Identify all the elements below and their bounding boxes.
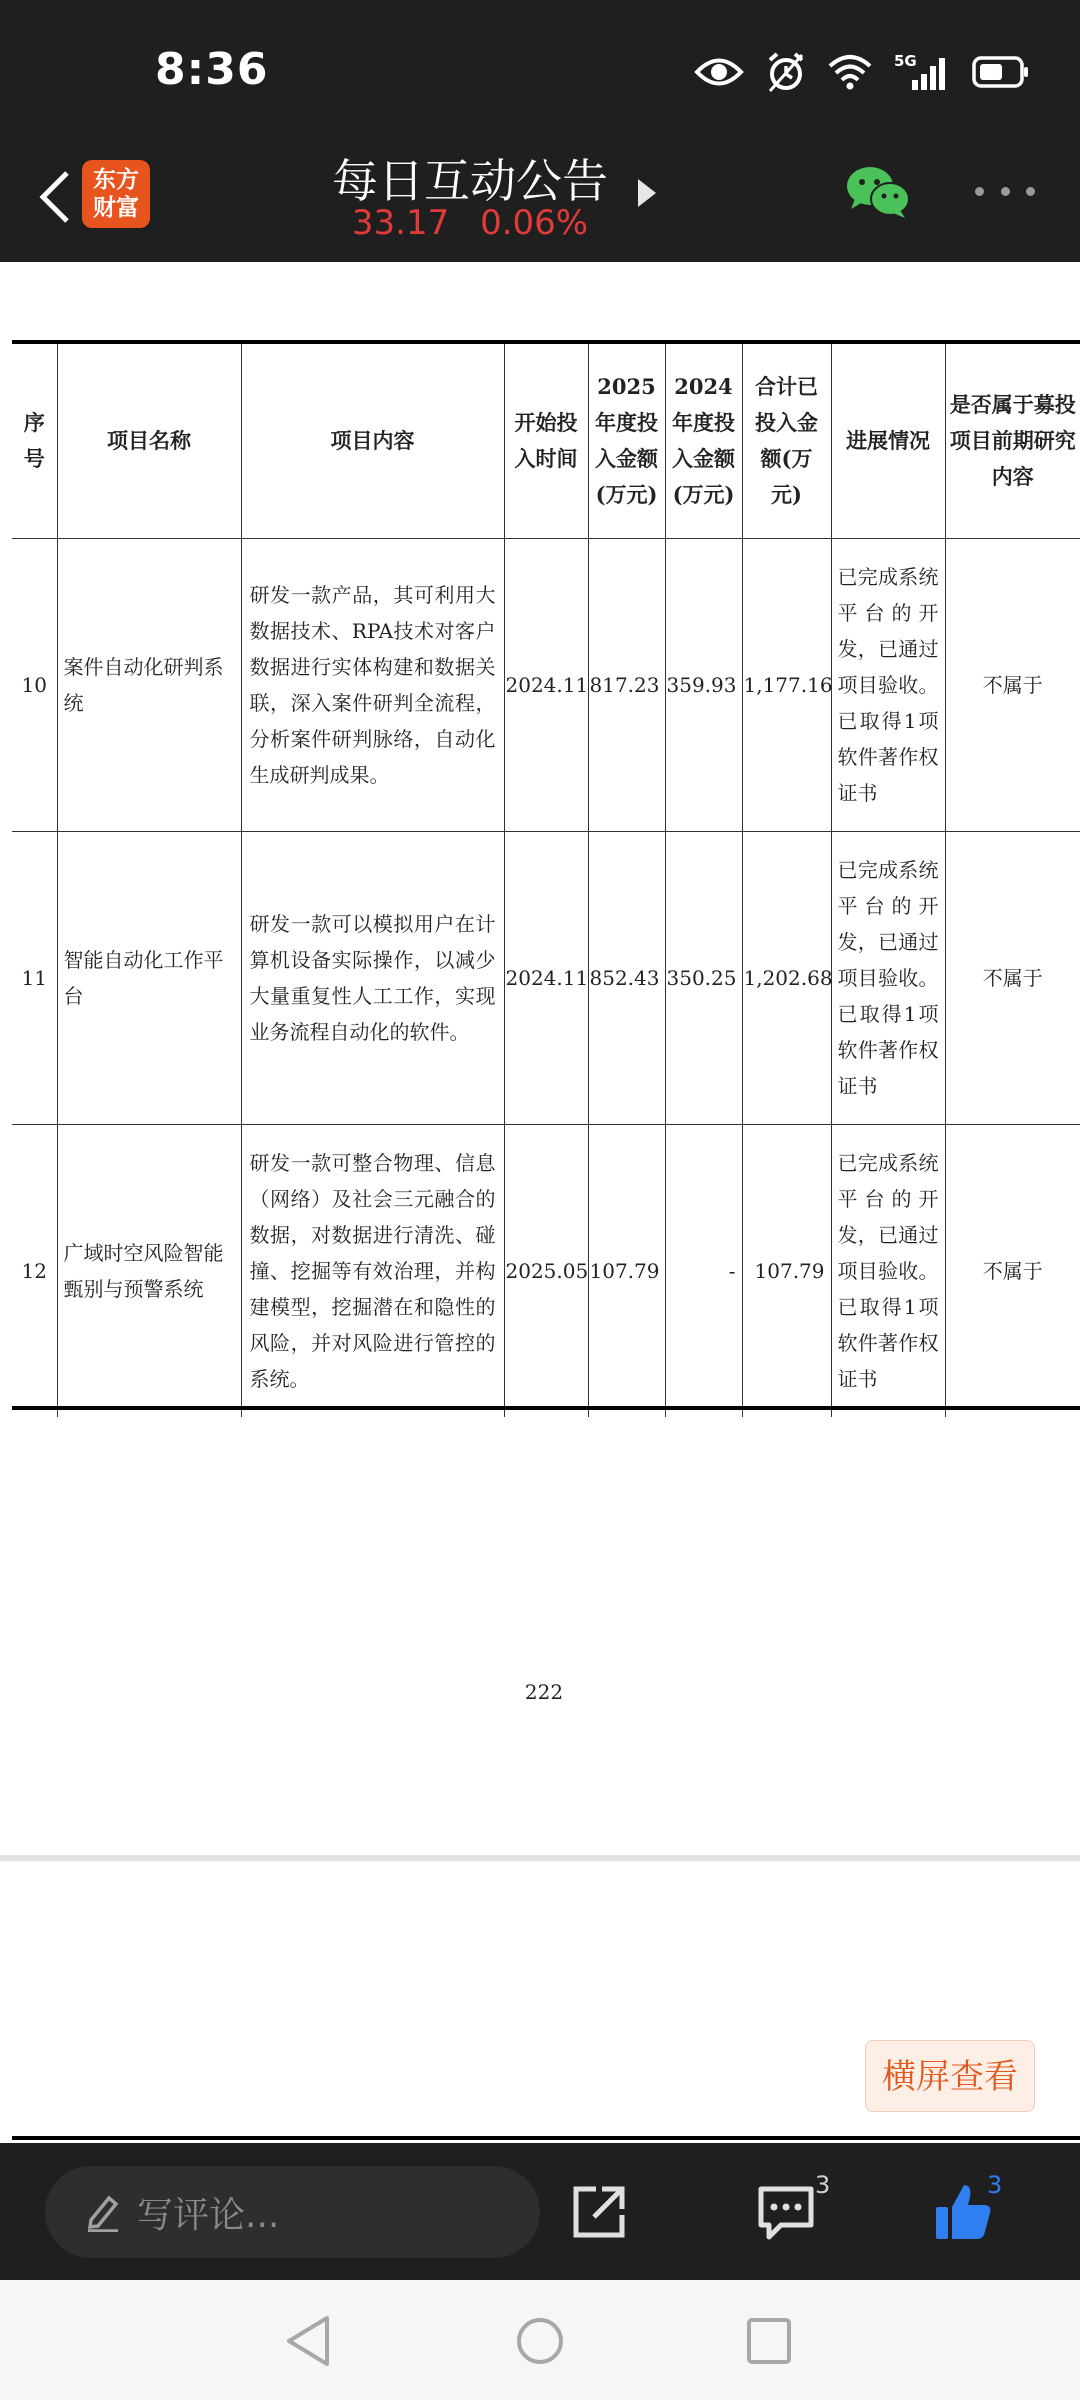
page-title: 每日互动公告 (332, 154, 608, 208)
stock-price: 33.17 (351, 203, 450, 243)
cell-name: 案件自动化研判系统 (57, 539, 241, 832)
cell-progress: 已完成系统平台的开发，已通过项目验收。已取得1项软件著作权证书 (831, 832, 945, 1125)
more-dot-icon (1026, 187, 1035, 196)
cell-related: 不属于 (945, 832, 1080, 1125)
battery-icon (972, 56, 1030, 88)
cell-related: 不属于 (945, 1125, 1080, 1418)
table-header-row (12, 344, 1080, 539)
eye-icon (694, 55, 744, 89)
logo-line1: 东方 (93, 167, 139, 193)
system-nav-bar (0, 2280, 1080, 2400)
wifi-icon (828, 54, 872, 90)
stock-change: 0.06% (480, 203, 589, 243)
comment-placeholder: 写评论... (137, 2194, 280, 2236)
table-bottom-rule (12, 1406, 1080, 1410)
header-start: 开始投入时间 (504, 344, 588, 539)
home-circle-icon[interactable] (514, 2314, 566, 2368)
table-row (12, 832, 1080, 1125)
cell-related: 不属于 (945, 539, 1080, 832)
cell-name: 广域时空风险智能甄别与预警系统 (57, 1125, 241, 1418)
alarm-icon (766, 51, 806, 93)
comment-input[interactable] (45, 2166, 540, 2258)
more-options-button[interactable] (975, 181, 1035, 201)
comment-count-badge: 3 (815, 2171, 831, 2199)
logo-line2: 财富 (93, 195, 139, 221)
share-icon[interactable] (570, 2183, 628, 2241)
cell-inv2025: 852.43 (588, 832, 665, 1125)
header-content: 项目内容 (241, 344, 504, 539)
status-icons (694, 46, 1030, 98)
stock-quote[interactable] (320, 203, 620, 243)
cell-inv2024: 350.25 (665, 832, 742, 1125)
table-row (12, 539, 1080, 832)
cell-seq: 11 (12, 832, 57, 1125)
cell-name: 智能自动化工作平台 (57, 832, 241, 1125)
bottom-action-bar (0, 2143, 1080, 2280)
page-separator (0, 1855, 1080, 1861)
cell-content: 研发一款产品，其可利用大数据技术、RPA技术对客户数据进行实体构建和数据关联，深入案件研判全流程，分析案件研判脉络，自动化生成研判成果。 (241, 539, 504, 832)
header-name: 项目名称 (57, 344, 241, 539)
thumbs-up-icon[interactable] (932, 2181, 994, 2243)
header-progress: 进展情况 (831, 344, 945, 539)
pencil-icon (85, 2192, 121, 2232)
comments-icon[interactable] (755, 2183, 817, 2243)
cell-start: 2024.11 (504, 539, 588, 832)
cell-inv2024: - (665, 1125, 742, 1418)
cell-total: 107.79 (742, 1125, 831, 1418)
cell-inv2024: 359.93 (665, 539, 742, 832)
header-inv2025: 2025年度投入金额(万元) (588, 344, 665, 539)
cell-total: 1,177.16 (742, 539, 831, 832)
like-count-badge: 3 (987, 2171, 1003, 2199)
cell-start: 2025.05 (504, 1125, 588, 1418)
cell-content: 研发一款可以模拟用户在计算机设备实际操作，以减少大量重复性人工工作，实现业务流程自动化的软件。 (241, 832, 504, 1125)
status-time: 8:36 (155, 44, 269, 95)
document-viewer[interactable] (0, 262, 1080, 1864)
cell-total: 1,202.68 (742, 832, 831, 1125)
caret-right-icon[interactable] (636, 177, 658, 209)
table-row (12, 1125, 1080, 1418)
recents-square-icon[interactable] (744, 2314, 794, 2368)
next-page-rule (12, 2136, 1080, 2140)
rd-projects-table (12, 344, 1080, 1417)
landscape-view-button[interactable]: 横屏查看 (865, 2040, 1035, 2112)
more-dot-icon (1001, 187, 1010, 196)
wechat-share-icon[interactable] (845, 165, 911, 221)
more-dot-icon (975, 187, 984, 196)
header-related: 是否属于募投项目前期研究内容 (945, 344, 1080, 539)
back-triangle-icon[interactable] (283, 2314, 333, 2368)
back-button[interactable] (22, 157, 86, 237)
cell-content: 研发一款可整合物理、信息（网络）及社会三元融合的数据，对数据进行清洗、碰撞、挖掘等有效治理，并构建模型，挖掘潜在和隐性的风险，并对风险进行管控的系统。 (241, 1125, 504, 1418)
app-header (0, 145, 1080, 262)
chevron-left-icon (37, 169, 71, 225)
status-bar (0, 0, 1080, 145)
cell-inv2025: 107.79 (588, 1125, 665, 1418)
cell-seq: 12 (12, 1125, 57, 1418)
header-inv2024: 2024年度投入金额(万元) (665, 344, 742, 539)
app-logo[interactable] (82, 160, 150, 228)
cell-seq: 10 (12, 539, 57, 832)
cell-start: 2024.11 (504, 832, 588, 1125)
cell-progress: 已完成系统平台的开发，已通过项目验收。已取得1项软件著作权证书 (831, 1125, 945, 1418)
page-number: 222 (524, 1680, 564, 1704)
svg-text:5G: 5G (894, 52, 917, 70)
header-total: 合计已投入金额(万元) (742, 344, 831, 539)
cell-progress: 已完成系统平台的开发，已通过项目验收。已取得1项软件著作权证书 (831, 539, 945, 832)
cell-inv2025: 817.23 (588, 539, 665, 832)
header-seq: 序号 (12, 344, 57, 539)
5g-signal-icon (894, 52, 950, 92)
